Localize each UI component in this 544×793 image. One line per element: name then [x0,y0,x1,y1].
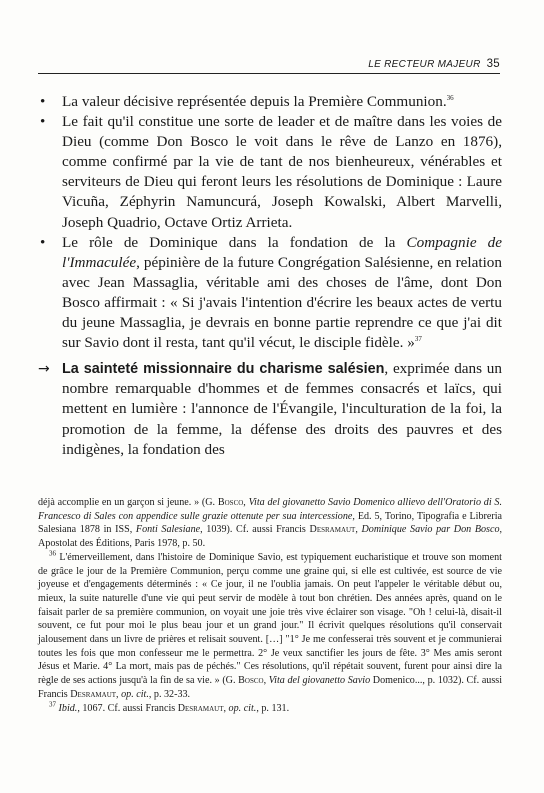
note-title: Vita del giovanetto Savio Domenico allievo dell'Oratorio di S. Francesco di Sales con appendice sulle grazie ottenute per sua intercessione [38,497,503,522]
bullet-icon: • [40,93,46,110]
note-title: op. cit. [121,688,149,700]
note-title: Fonti Salesiane [135,524,201,536]
note-author: Desramaut [309,524,356,536]
footnotes [38,496,502,715]
note-text: , Apostolat des Éditions, Paris 1978, p. 50. [38,524,503,550]
note-text: , 1039). Cf. aussi Francis [200,524,310,536]
running-title: LE RECTEUR MAJEUR [368,59,481,70]
item-text: Le fait qu'il constitue une sorte de leader et de maître dans les voies de Dieu (comme Don Bosco le voit dans le rêve de Lanzo en 1876), comme confirmé par la vie de tant de nos bienheureux, vénérables et serviteurs de Dieu qui feront leurs les résolutions de Dominique : Laure Vicuña, Zéphyrin Namuncurá, Joseph Kowalski, Albert Marvelli, Joseph Quadrio, Octave Ortiz Arrieta. [62,113,502,231]
note-author: Bosco [217,497,244,508]
item-title-italic: Compagnie de l'Immaculée [62,233,502,271]
item-text: , exprimée dans un nombre remarquable d'hommes et de femmes consacrés et laïcs, qui mettent en lumière : l'annonce de l'Évangile, l'inculturation de la foi, la promotion de la femme, la défense des droits des pauvres et des indigènes, la fondation des [62,360,502,458]
item-text: Le rôle de Dominique dans la fondation de la [62,233,407,251]
item-text: La valeur décisive représentée depuis la Première Communion. [62,93,447,110]
note-text: , [263,675,269,687]
footnote-continuation [38,496,502,551]
note-text: L'émerveillement, dans l'histoire de Dominique Savio, est typiquement eucharistique et trouve son moment de grâce le jour de la Première Communion, perçu comme une graine qui, si elle est cultivée, est source de vie joyeuse et d'engagements déterminés : « Ce jour, il ne l'oublia jamais. On peut l'appeler le véritable début ou, mieux, la suite naturelle d'une vie qui peut servir de modèle à tout bon chrétien. Des années après, quand on le faisait parler de sa première communion, on voyait une joie très vive éclairer son visage. "Oh ! celui-là, disait-il souvent, ce fut pour moi le plus beau jour et un grand jour." Il écrivit quelques résolutions qu'il conservait jalousement dans un livre de prières et relisait souvent. […] "1° Je me confesserai très souvent et je communierai toutes les fois que mon confesseur me le permettra. 2° Je veux sanctifier les jours de fête. 3° Mes amis seront Jésus et Marie. 4° La mort, mais pas de péchés." Ces résolutions, qu'il répétait souvent, furent pour ainsi dire la règle de ses actions jusqu'à la fin de sa vie. » (G. [38,551,502,687]
arrow-right-icon: → [38,361,50,378]
list-item [38,359,502,459]
footnote-number: 37 [49,700,56,709]
note-text: Domenico..., p. 1032). Cf. aussi Francis [38,675,503,700]
note-title: Vita del giovanetto Savio [268,675,371,687]
note-text: déjà accomplie en un garçon si jeune. » (G. [38,497,218,508]
header-rule [38,73,500,74]
bullet-icon: • [40,233,46,251]
note-title: op. cit. [228,702,257,714]
note-text: , p. 131. [256,702,290,714]
note-text: , 1067. Cf. aussi Francis [77,702,178,714]
note-author: Desramaut [177,702,224,714]
footnote-37 [38,702,502,716]
note-author: Desramaut [70,688,117,700]
note-text: , [223,702,229,714]
item-text: , pépinière de la future Congrégation Salésienne, en relation avec Jean Massaglia, véritable ami des choses de l'âme, dont Don Bosco affirmait : « Si j'avais l'intention d'écrire les beaux actes de vertu du jeune Massaglia, je devrais en bonne partie reprendre ce que j'ai dit sur Savio dont il resta, tant qu'il vécut, le disciple fidèle. » [62,253,502,352]
main-text [38,92,502,460]
note-author: Bosco [238,675,264,687]
list-item [38,112,502,233]
running-header [38,58,500,70]
note-text: , [243,497,249,508]
note-text: , p. 32-33. [148,688,191,700]
note-title: Dominique Savio par Don Bosco [361,524,500,536]
footnote-36 [38,551,502,702]
footnote-number: 36 [49,549,56,558]
note-title: Ibid. [58,702,78,714]
note-text: , Ed. 5, Torino, Tipografia e Libreria Salesiana 1878 in ISS, [38,510,502,536]
list-item [38,233,502,354]
note-text: , [116,688,122,700]
list-item [38,92,502,112]
page-number: 35 [486,58,500,70]
item-heading-bold: La sainteté missionnaire du charisme salésien [62,361,385,378]
footnote-ref: 36 [446,93,454,102]
note-text: , [355,524,362,536]
footnote-ref: 37 [414,335,422,344]
bullet-icon: • [40,113,46,131]
